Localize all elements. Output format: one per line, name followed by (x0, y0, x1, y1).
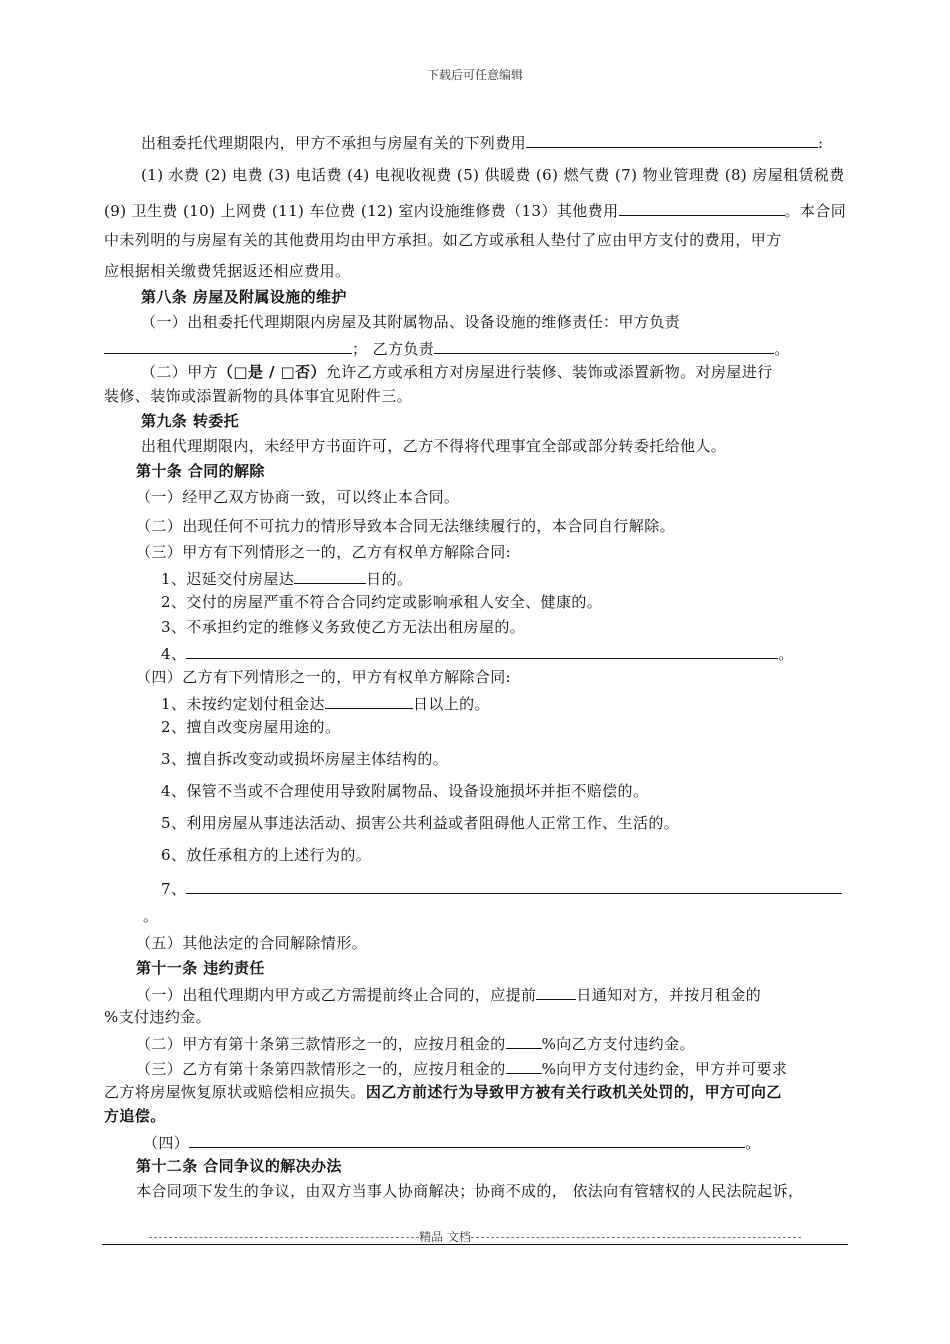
list-item: 3、擅自拆改变动或损坏房屋主体结构的。 (161, 750, 449, 768)
article-heading: 第十二条 合同争议的解决办法 (136, 1157, 342, 1175)
text: ； 乙方负责 (352, 340, 435, 358)
paragraph-line: 。 (143, 907, 159, 925)
list-item: 6、放任承租方的上述行为的。 (161, 846, 372, 864)
text: （二）甲方有第十条第三款情形之一的，应按月租金的 (136, 1035, 506, 1053)
paragraph-line: (1) 水费 (2) 电费 (3) 电话费 (4) 电视收视费 (5) 供暖费 (6) 燃气费 (7) 物业管理费 (8) 房屋租赁税费 (141, 166, 845, 184)
blank-field (325, 692, 413, 709)
footer-rule (102, 1244, 848, 1245)
page-footer (142, 1228, 808, 1245)
text: 1、未按约定划付租金达 (161, 695, 325, 713)
text: 。 (778, 645, 794, 663)
paragraph-line: %支付违约金。 (104, 1008, 212, 1026)
emphasized-text: 方追偿。 (104, 1107, 166, 1125)
paragraph-line: （五）其他法定的合同解除情形。 (136, 934, 368, 952)
list-item: 4、保管不当或不合理使用导致附属物品、设备设施损坏并拒不赔偿的。 (161, 782, 649, 800)
paragraph-line: 装修、装饰或添置新物的具体事宜见附件三。 (104, 387, 413, 405)
text: 。本合同 (784, 202, 847, 220)
paragraph-line: （一）经甲乙双方协商一致，可以终止本合同。 (136, 488, 460, 506)
text: 日的。 (366, 570, 413, 588)
paragraph-line (141, 362, 773, 382)
list-item (161, 692, 490, 714)
paragraph-line (104, 1082, 782, 1102)
paragraph-line: 应根据相关缴费凭据返还相应费用。 (104, 262, 351, 280)
checkbox-option-text: （□是 / □否） (218, 363, 326, 381)
paragraph-line (141, 131, 823, 153)
article-heading: 第八条 房屋及附属设施的维护 (141, 288, 347, 306)
paragraph-line: （一）出租委托代理期限内房屋及其附属物品、设备设施的维修责任：甲方负责 (141, 313, 681, 331)
text: （四） (143, 1134, 190, 1152)
paragraph-line (136, 1032, 695, 1054)
list-item: 3、不承担约定的维修义务致使乙方无法出租房屋的。 (161, 618, 526, 636)
blank-field (526, 131, 818, 148)
list-item: 2、交付的房屋严重不符合合同约定或影响承租人安全、健康的。 (161, 593, 603, 611)
footer-dash-right (471, 1237, 801, 1238)
text: 乙方将房屋恢复原状或赔偿相应损失。 (104, 1083, 366, 1101)
paragraph-line: （三）甲方有下列情形之一的，乙方有权单方解除合同: (136, 543, 512, 561)
blank-field (506, 1057, 542, 1074)
blank-field (619, 199, 785, 216)
blank-field (536, 983, 576, 1000)
paragraph-line (104, 337, 790, 359)
paragraph-line: （四）乙方有下列情形之一的，甲方有权单方解除合同: (136, 668, 512, 686)
text: 出租委托代理期限内，甲方不承担与房屋有关的下列费用 (141, 134, 527, 152)
blank-field (506, 1032, 542, 1049)
paragraph-line (136, 1057, 787, 1079)
footer-dash-left (149, 1237, 419, 1238)
text: 4、 (161, 645, 187, 663)
text: (9) 卫生费 (10) 上网费 (11) 车位费 (12) 室内设施维修费（13）其他费用 (104, 202, 619, 220)
blank-field (186, 877, 842, 894)
text: : (818, 134, 824, 152)
paragraph-line: 出租代理期限内，未经甲方书面许可，乙方不得将代理事宜全部或部分转委托给他人。 (141, 437, 727, 455)
blank-field (294, 567, 366, 584)
article-heading: 第九条 转委托 (141, 412, 240, 430)
page-header: 下载后可任意编辑 (426, 68, 523, 82)
list-item (161, 642, 794, 664)
blank-field (189, 1131, 745, 1148)
blank-field (104, 337, 352, 354)
paragraph-line: （二）出现任何不可抗力的情形导致本合同无法继续履行的，本合同自行解除。 (136, 517, 676, 535)
text: 1、迟延交付房屋达 (161, 570, 295, 588)
text: （一）出租代理期内甲方或乙方需提前终止合同的，应提前 (136, 986, 537, 1004)
text: 7、 (161, 880, 187, 898)
blank-field (186, 642, 778, 659)
list-item: 2、擅自改变房屋用途的。 (161, 718, 341, 736)
text: 。 (774, 340, 790, 358)
paragraph-line (143, 1131, 761, 1153)
text: （二）甲方 (141, 363, 219, 381)
list-item (161, 877, 842, 899)
paragraph-line (104, 199, 846, 221)
footer-label: 精品 文档 (419, 1230, 471, 1244)
emphasized-text: 因乙方前述行为导致甲方被有关行政机关处罚的，甲方可向乙 (365, 1083, 782, 1101)
list-item: 5、利用房屋从事违法活动、损害公共利益或者阻碍他人正常工作、生活的。 (161, 814, 680, 832)
text: 。 (745, 1134, 761, 1152)
paragraph-line: 中未列明的与房屋有关的其他费用均由甲方承担。如乙方或承租人垫付了应由甲方支付的费用，甲方 (104, 231, 782, 249)
text: %向乙方支付违约金。 (541, 1035, 695, 1053)
text: 允许乙方或承租方对房屋进行装修、装饰或添置新物。对房屋进行 (325, 363, 773, 381)
text: 日通知对方，并按月租金的 (576, 986, 762, 1004)
text: （三）乙方有第十条第四款情形之一的，应按月租金的 (136, 1060, 506, 1078)
paragraph-line: 本合同项下发生的争议，由双方当事人协商解决；协商不成的， 依法向有管辖权的人民法院起诉， (136, 1182, 804, 1200)
blank-field (434, 337, 774, 354)
text: %向甲方支付违约金，甲方并可要求 (541, 1060, 788, 1078)
list-item (161, 567, 412, 589)
paragraph-line (136, 983, 761, 1005)
text: 日以上的。 (412, 695, 490, 713)
article-heading: 第十条 合同的解除 (136, 462, 265, 480)
article-heading: 第十一条 违约责任 (136, 959, 265, 977)
